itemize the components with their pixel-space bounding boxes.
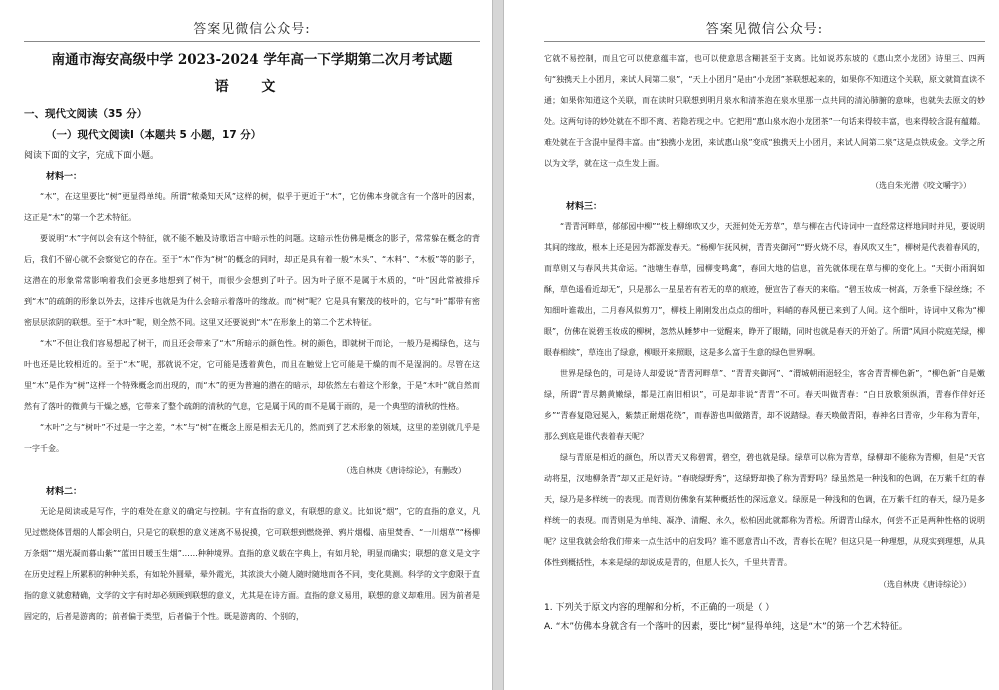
header-rule xyxy=(544,41,985,42)
subsection-heading: （一）现代文阅读Ⅰ（本题共 5 小题，17 分） xyxy=(46,129,262,141)
material-1-source: （选自林庚《唐诗综论》，有删改） xyxy=(342,466,466,475)
material-1-paragraph: “木”不但让我们容易想起了树干，而且还会带来了“木”所暗示的颜色性。树的颜色，即就树干而论，一般乃是褐绿色，这与叶也还是比较相近的。至于“木”呢，那就说不定，它可能是透着黄色，而且在触觉上它可能是干燥的而不是湿润的。尽管在这里“木”是作为“树”这样一个特殊概念而出现的，而“木”的更为普遍的潜在的暗示，却依然左右着这个形象，于是“木叶”就自然而然有了落叶的微黄与干燥之感，它带来了整个疏朗的清秋的气息，它是属于风的而不是属于雨的，是一个典型的清秋的性格。 xyxy=(24,339,480,411)
material-1-paragraph: 要说明“木”字何以会有这个特征，就不能不触及诗歌语言中暗示性的问题。这暗示性仿佛是概念的影子，常常躲在概念的背后，我们不留心就不会察觉它的存在。至于“木”作为“树”的概念的同时，却正是具有着一般“木头”、“木料”、“木板”等的影子，这潜在的形象常常影响着我们会更多地想到了树干，而很少会想到了叶子。因为叶子原不是属于木质的，“叶”因此常被排斥到“木”的疏朗的形象以外去，这排斥也就是为什么会暗示着落叶的缘故。而“树”呢？它是具有繁茂的枝叶的，它与“叶”都带有密密层层浓阴的联想。至于“木叶”呢，则全然不同。这里又还要说到“木”在形象上的第二个艺术特征。 xyxy=(24,234,480,327)
material-2-paragraph: 无论是阅读或是写作，字的难处在意义的确定与控制。字有直指的意义，有联想的意义。比如说“烟”，它的直指的意义，凡见过燃烧体冒烟的人都会明白，只是它的联想的意义迷离不易捉摸，它可联想到燃烧弹、鸦片烟榻、庙里焚香、“一川烟草”“杨柳万条烟”“烟光凝而暮山紫”“蓝田日暖玉生烟”……种种境界。直指的意义载在字典上，有如月轮，明显而确实；联想的意义是文字在历史过程上所累积的种种关系，有如轮外圆晕，晕外霞光，其浓淡大小随人随时随地而各不同，变化莫测。科学的文字愈限于直指的意义就愈精确，文学的文字有时却必须顾到联想的意义，尤其是在诗方面。直指的意义易用，联想的意义却难用。因为前者是固定的，后者是游离的；前者偏于类型，后者偏于个性。既是游离的、个别的， xyxy=(24,507,480,621)
header-rule xyxy=(24,41,480,42)
exam-title: 南通市海安高级中学 2023-2024 学年高一下学期第二次月考试题 xyxy=(51,52,453,68)
material-1-label: 材料一： xyxy=(46,172,83,182)
right-page xyxy=(503,0,999,690)
material-2-label: 材料二： xyxy=(46,487,83,497)
question-1: 1. 下列关于原文内容的理解和分析，不正确的一项是（ ） xyxy=(544,603,775,613)
left-page xyxy=(0,0,493,690)
material-2-source: （选自朱光潜《咬文嚼字》） xyxy=(871,181,971,190)
material-2-continuation: 它就不易控制，而且它可以使意蕴丰富，也可以使意思含糊甚至于支离。比如说苏东坡的《惠山烹小龙团》诗里三、四两句“独携天上小团月，来试人间第二泉”，“天上小团月”是由“小龙团”茶联想起来的，如果你不知道这个关联，原文就简直读不通；如果你知道这个关联，而在读时只联想到明月泉水和清茶泡在泉水里那一点共同的清沁肺腑的意味，也就失去原文的妙处。这两句诗的妙处就在不即不离、若隐若现之中。它把用“惠山泉水泡小龙团茶”一句话来得较丰富，也来得较含混有蕴藉。难处就在于含混中显得丰富。由“独携小龙团，来试惠山泉”变成“独携天上小团月，来试人间第二泉”这是点铁成金。文学之所以为文学，就在这一点生发上面。 xyxy=(544,54,985,168)
material-1-paragraph: “木”，在这里要比“树”更显得单纯。所谓“秾桑知天风”这样的树，似乎于更近于“木”，它仿佛本身就含有一个落叶的因素，这正是“木”的第一个艺术特征。 xyxy=(24,192,480,222)
instruction: 阅读下面的文字，完成下面小题。 xyxy=(24,151,160,161)
material-3-paragraph: 世界是绿色的，可是诗人却爱说“青青河畔草”、“青青夹御河”、“渭城朝雨浥轻尘，客舍青青柳色新”，“柳色新”自是嫩绿，所谓“青尽鹅黄嫩绿，都是江南旧相识”，可是却非说“青青”不可。春天叫做青春：“白日放歌须纵酒，青春作伴好还乡”“青春复隐冠冕入，紫禁正耐烟花绕”，而春游也叫做踏青，却不说踏绿。春天唤做青阳，春神名曰青帝，少年称为青年，那么到底是谁代表着春天呢？ xyxy=(544,369,985,441)
section-heading: 一、现代文阅读（35 分） xyxy=(24,108,148,120)
subject-title: 语 文 xyxy=(214,79,290,95)
material-3-paragraph: “青青河畔草，郁郁园中柳”“枝上柳绵吹又少，天涯何处无芳草”，草与柳在古代诗词中一直经常这样地同时并见，要说明其间的缘故，根本上还是因为都源发春天。“杨柳乍抚风树，青青夹御河”“野火烧不尽，春风吹又生”，柳树是代表着春风的，而草则又与春风共其命运。“池塘生春草，园柳变鸣禽”，春回大地的信息，首先就体现在草与柳的变化上。“天街小雨润如酥，草色遥看近却无”，只是那么一星星若有若无的草的痕迹，便宣告了春天的来临。“碧玉妆成一树高，万条垂下绿丝绦；不知细叶谁裁出，二月春风似剪刀”，柳枝上刚刚发出点点的细叶，料峭的春风便已来到了人间。这个细叶，诗词中又称为“柳眼”，仿佛在说碧玉妆成的柳树，忽然从睡梦中一觉醒来，睁开了眼睛，同时也就是春天的开始了。所谓“风回小院庭芜绿，柳眼春相续”，草连出了绿意，柳眼开来照眼，这是多么富于生意的绿色世界啊。 xyxy=(544,222,985,357)
material-1-paragraph: “木叶”之与“树叶”不过是一字之差，“木”与“树”在概念上原是相去无几的，然而到了艺术形象的领域，这里的差别就几乎是一字千金。 xyxy=(24,423,480,453)
question-1-option-a: A. “木”仿佛本身就含有一个落叶的因素，要比“树”显得单纯，这是“木”的第一个艺术特征。 xyxy=(544,622,908,632)
material-3-source: （选自林庚《唐诗综论》） xyxy=(879,580,971,589)
material-3-label: 材料三： xyxy=(566,202,603,212)
material-3-paragraph: 绿与青原是相近的颜色，所以青天又称碧霄，碧空，碧也就是绿。绿草可以称为青草，绿柳却不能称为青柳，但是“天官动将星，汉地柳条青”却又正是好诗。“春晓绿野秀”，这绿野却换了称为青野吗？绿虽然是一种浅和的色调，在万紫千红的春天，绿乃是多样统一的表现。而青则仿佛象有某种概括性的深远意义。绿原是一种浅和的色调，在万紫千红的春天，绿乃是多样统一的表现。而青则是为单纯、凝净、清醒、永久，松柏因此就都称为青松。所谓青山绿水，何尝不正是两种性格的说明呢？这里我就会给我们带来一点生活中的启发吗？谁不愿意青山不改，青春长在呢？但这只是一种理想，从现实到理想，从具体性到概括性，本来是绿的却说成是青的，但愿人长久，千里共青青。 xyxy=(544,453,985,567)
page-header-note: 答案见微信公众号: xyxy=(193,22,311,37)
page-gap xyxy=(493,0,503,690)
page-header-note: 答案见微信公众号: xyxy=(705,22,824,37)
